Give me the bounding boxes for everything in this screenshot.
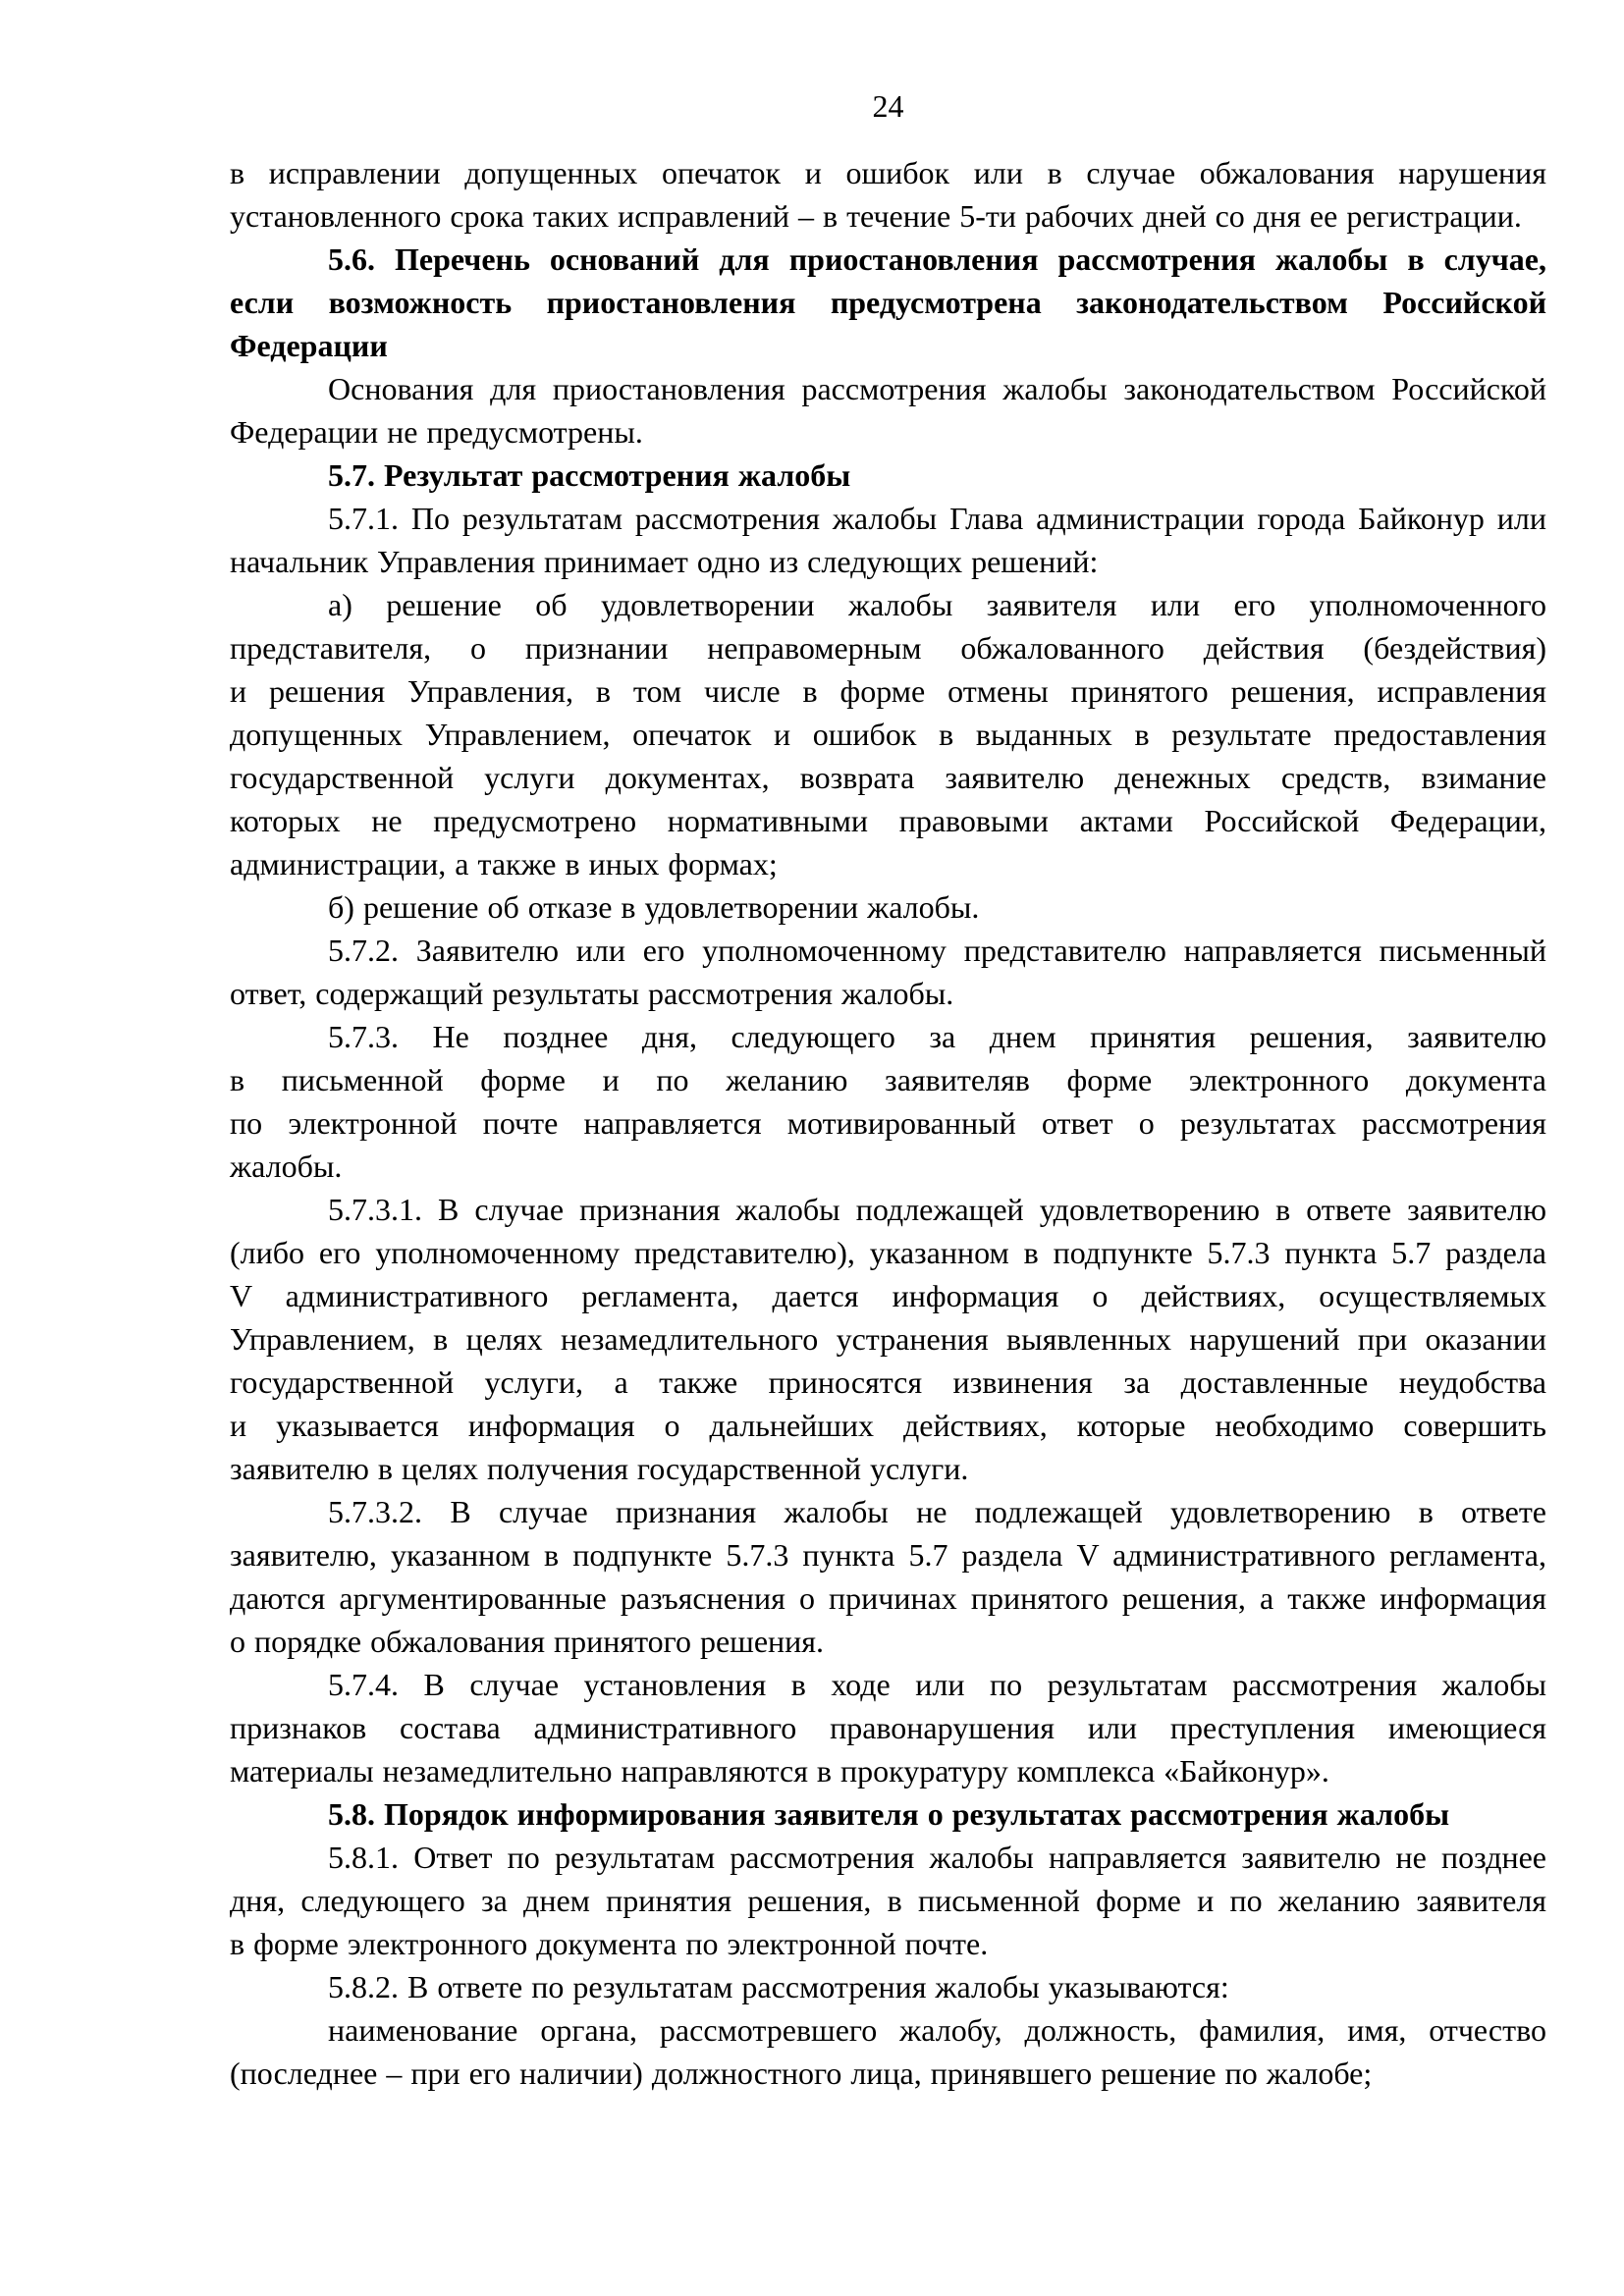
paragraph <box>230 885 1546 929</box>
text-line: государственной услуги документах, возврата заявителю денежных средств, взимание <box>230 760 1546 795</box>
text-line: по электронной почте направляется мотивированный ответ о результатах рассмотрения <box>230 1105 1546 1141</box>
text-line: признаков состава административного правонарушения или преступления имеющиеся <box>230 1710 1546 1745</box>
text-line: дня, следующего за днем принятия решения, в письменной форме и по желанию заявителя <box>230 1883 1546 1918</box>
text-line: и указывается информация о дальнейших действиях, которые необходимо совершить <box>230 1408 1546 1443</box>
text-line: 5.8.2. В ответе по результатам рассмотрения жалобы указываются: <box>328 1969 1229 2004</box>
text-line: 5.7.1. По результатам рассмотрения жалобы Глава администрации города Байконур или <box>328 501 1546 536</box>
text-line: жалобы. <box>230 1148 343 1184</box>
text-line: б) решение об отказе в удовлетворении жалобы. <box>328 889 980 925</box>
text-line: 5.8. Порядок информирования заявителя о результатах рассмотрения жалобы <box>328 1796 1450 1832</box>
text-line: установленного срока таких исправлений – в течение 5-ти рабочих дней со дня ее регистрации. <box>230 198 1522 234</box>
text-line: 5.7.2. Заявителю или его уполномоченному представителю направляется письменный <box>328 933 1546 968</box>
text-line: представителя, о признании неправомерным обжалованного действия (бездействия) <box>230 630 1546 666</box>
paragraph <box>230 1965 1546 2008</box>
text-line: в исправлении допущенных опечаток и ошибок или в случае обжалования нарушения <box>230 155 1546 190</box>
text-line: 5.7.3.1. В случае признания жалобы подлежащей удовлетворению в ответе заявителю <box>328 1192 1546 1227</box>
text-line: в письменной форме и по желанию заявителяв форме электронного документа <box>230 1062 1546 1097</box>
text-line: (либо его уполномоченному представителю), указанном в подпункте 5.7.3 пункта 5.7 раздела <box>230 1235 1546 1270</box>
paragraph <box>230 1188 1546 1490</box>
paragraph <box>230 497 1546 583</box>
paragraph <box>230 1792 1546 1836</box>
text-line: 5.8.1. Ответ по результатам рассмотрения жалобы направляется заявителю не позднее <box>328 1840 1546 1875</box>
text-line: материалы незамедлительно направляются в прокуратуру комплекса «Байконур». <box>230 1753 1329 1789</box>
text-line: 5.7.3. Не позднее дня, следующего за днем принятия решения, заявителю <box>328 1019 1546 1054</box>
text-line: допущенных Управлением, опечаток и ошибок в выданных в результате предоставления <box>230 717 1546 752</box>
text-line: заявителю, указанном в подпункте 5.7.3 пункта 5.7 раздела V административного регламента, <box>230 1537 1546 1573</box>
text-line: Управлением, в целях незамедлительного устранения выявленных нарушений при оказании <box>230 1321 1546 1357</box>
document-content <box>230 151 1546 2095</box>
text-line: государственной услуги, а также приносятся извинения за доставленные неудобства <box>230 1364 1546 1400</box>
text-line: 5.7.3.2. В случае признания жалобы не подлежащей удовлетворению в ответе <box>328 1494 1546 1529</box>
text-line: 5.7. Результат рассмотрения жалобы <box>328 457 851 493</box>
text-line: (последнее – при его наличии) должностного лица, принявшего решение по жалобе; <box>230 2056 1373 2091</box>
paragraph <box>230 1015 1546 1188</box>
text-line: которых не предусмотрено нормативными правовыми актами Российской Федерации, <box>230 803 1546 838</box>
text-line: Федерации <box>230 328 388 363</box>
paragraph <box>230 1663 1546 1792</box>
text-line: Федерации не предусмотрены. <box>230 414 643 450</box>
paragraph <box>230 583 1546 885</box>
text-line: а) решение об удовлетворении жалобы заявителя или его уполномоченного <box>328 587 1546 622</box>
text-line: и решения Управления, в том числе в форме отмены принятого решения, исправления <box>230 673 1546 709</box>
text-line: наименование органа, рассмотревшего жалобу, должность, фамилия, имя, отчество <box>328 2012 1546 2048</box>
text-line: начальник Управления принимает одно из следующих решений: <box>230 544 1099 579</box>
text-line: 5.6. Перечень оснований для приостановления рассмотрения жалобы в случае, <box>328 241 1546 277</box>
text-line: о порядке обжалования принятого решения. <box>230 1624 824 1659</box>
paragraph <box>230 238 1546 367</box>
text-line: даются аргументированные разъяснения о причинах принятого решения, а также информация <box>230 1580 1546 1616</box>
paragraph <box>230 454 1546 497</box>
text-line: в форме электронного документа по электронной почте. <box>230 1926 989 1961</box>
paragraph <box>230 367 1546 454</box>
page-number: 24 <box>872 88 904 124</box>
text-line: если возможность приостановления предусмотрена законодательством Российской <box>230 285 1546 320</box>
text-line: V административного регламента, дается информация о действиях, осуществляемых <box>230 1278 1546 1313</box>
text-line: администрации, а также в иных формах; <box>230 846 778 881</box>
text-line: заявителю в целях получения государственной услуги. <box>230 1451 969 1486</box>
paragraph <box>230 929 1546 1015</box>
text-line: ответ, содержащий результаты рассмотрения жалобы. <box>230 976 954 1011</box>
paragraph <box>230 1490 1546 1663</box>
text-line: 5.7.4. В случае установления в ходе или по результатам рассмотрения жалобы <box>328 1667 1546 1702</box>
paragraph <box>230 1836 1546 1965</box>
paragraph <box>230 151 1546 238</box>
paragraph <box>230 2008 1546 2095</box>
text-line: Основания для приостановления рассмотрения жалобы законодательством Российской <box>328 371 1546 406</box>
